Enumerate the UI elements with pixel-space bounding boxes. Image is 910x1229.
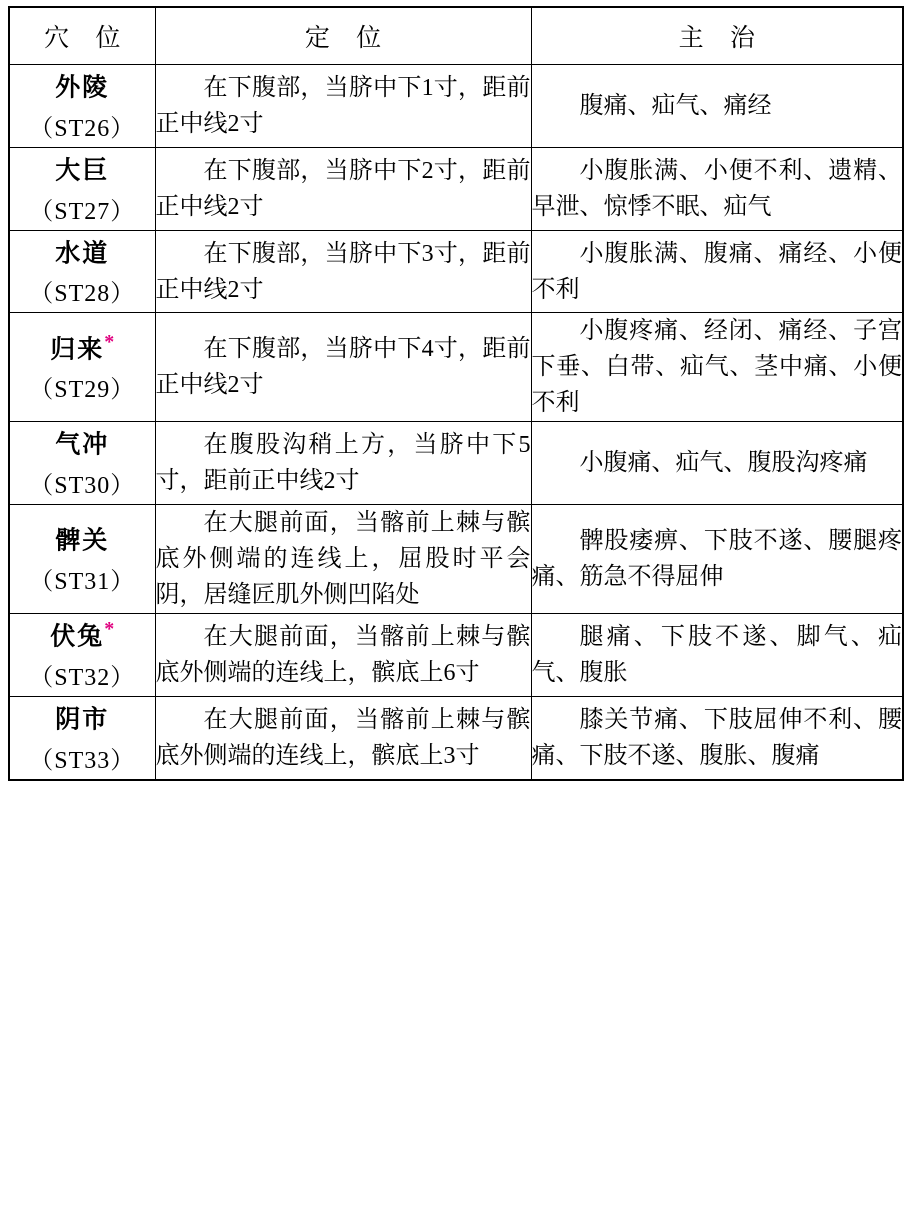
indications-text: 髀股痿痹、下肢不遂、腰腿疼痛、筋急不得屈伸 xyxy=(531,528,902,591)
table-row xyxy=(9,422,903,505)
point-cell xyxy=(9,697,155,780)
point-cell xyxy=(9,614,155,697)
point-name: 阴市 xyxy=(55,706,110,734)
point-cell xyxy=(9,422,155,505)
location-cell xyxy=(155,65,531,148)
point-cell xyxy=(9,65,155,148)
point-cell xyxy=(9,505,155,614)
point-name: 水道 xyxy=(55,239,110,267)
indications-text: 腹痛、疝气、痛经 xyxy=(579,92,772,119)
indications-cell xyxy=(531,65,903,148)
location-cell xyxy=(155,697,531,780)
point-code: （ST30） xyxy=(29,473,136,500)
table-row xyxy=(9,147,903,230)
point-name: 气冲 xyxy=(55,431,110,459)
location-text: 在大腿前面，当髂前上棘与髌底外侧端的连线上，屈股时平会阴，居缝匠肌外侧凹陷处 xyxy=(155,510,531,609)
point-cell xyxy=(9,230,155,313)
indications-cell xyxy=(531,697,903,780)
point-name: 外陵 xyxy=(55,74,110,102)
table-row xyxy=(9,230,903,313)
column-header-point: 穴 位 xyxy=(9,7,155,65)
location-cell xyxy=(155,313,531,422)
point-name: 伏兔* xyxy=(50,618,115,651)
location-text: 在大腿前面，当髂前上棘与髌底外侧端的连线上，髌底上3寸 xyxy=(155,707,531,770)
indications-text: 小腹胀满、腹痛、痛经、小便不利 xyxy=(531,240,902,303)
location-cell xyxy=(155,422,531,505)
indications-text: 小腹痛、疝气、腹股沟疼痛 xyxy=(579,450,868,477)
point-name: 髀关 xyxy=(55,527,110,555)
point-code: （ST31） xyxy=(29,569,136,596)
point-code: （ST32） xyxy=(29,665,136,692)
indications-text: 小腹胀满、小便不利、遗精、早泄、惊悸不眠、疝气 xyxy=(531,157,902,220)
location-cell xyxy=(155,230,531,313)
location-text: 在大腿前面，当髂前上棘与髌底外侧端的连线上，髌底上6寸 xyxy=(155,624,531,687)
table-body xyxy=(9,65,903,780)
point-code: （ST29） xyxy=(29,377,136,404)
table-row xyxy=(9,614,903,697)
column-header-indications: 主 治 xyxy=(531,7,903,65)
indications-text: 膝关节痛、下肢屈伸不利、腰痛、下肢不遂、腹胀、腹痛 xyxy=(531,707,902,770)
indications-cell xyxy=(531,147,903,230)
indications-cell xyxy=(531,230,903,313)
table-row xyxy=(9,313,903,422)
location-text: 在下腹部，当脐中下4寸，距前正中线2寸 xyxy=(155,336,531,399)
point-code: （ST27） xyxy=(29,198,136,225)
point-cell xyxy=(9,313,155,422)
table-row xyxy=(9,505,903,614)
point-star-icon: * xyxy=(104,618,115,641)
location-text: 在下腹部，当脐中下2寸，距前正中线2寸 xyxy=(155,157,531,220)
location-cell xyxy=(155,505,531,614)
location-text: 在下腹部，当脐中下1寸，距前正中线2寸 xyxy=(155,74,531,137)
acupoint-table xyxy=(8,6,904,781)
point-code: （ST28） xyxy=(29,281,136,308)
column-header-location: 定 位 xyxy=(155,7,531,65)
indications-cell xyxy=(531,422,903,505)
table-row xyxy=(9,697,903,780)
indications-cell xyxy=(531,614,903,697)
table-header-row xyxy=(9,7,903,65)
location-text: 在下腹部，当脐中下3寸，距前正中线2寸 xyxy=(155,240,531,303)
indications-text: 小腹疼痛、经闭、痛经、子宫下垂、白带、疝气、茎中痛、小便不利 xyxy=(531,318,902,417)
indications-cell xyxy=(531,505,903,614)
indications-cell xyxy=(531,313,903,422)
point-code: （ST33） xyxy=(29,747,136,774)
point-code: （ST26） xyxy=(29,115,136,142)
point-name: 归来* xyxy=(50,330,115,363)
location-text: 在腹股沟稍上方，当脐中下5寸，距前正中线2寸 xyxy=(155,432,531,495)
location-cell xyxy=(155,147,531,230)
point-cell xyxy=(9,147,155,230)
location-cell xyxy=(155,614,531,697)
indications-text: 腿痛、下肢不遂、脚气、疝气、腹胀 xyxy=(531,624,902,687)
point-name: 大巨 xyxy=(55,157,110,185)
point-star-icon: * xyxy=(104,330,115,353)
table-row xyxy=(9,65,903,148)
